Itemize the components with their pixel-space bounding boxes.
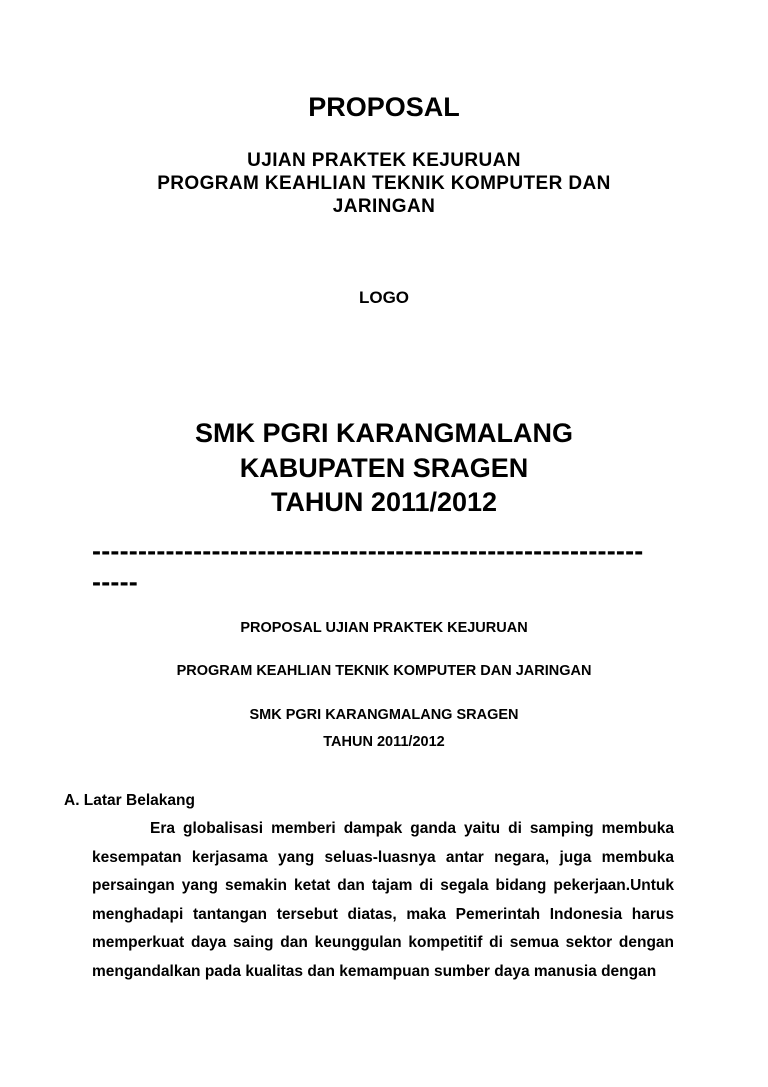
subheader-line-2: PROGRAM KEAHLIAN TEKNIK KOMPUTER DAN JARINGAN: [176, 663, 592, 679]
separator-line-1: ------------------------------------------------------------: [92, 536, 644, 566]
logo-placeholder: LOGO: [358, 288, 410, 307]
subtitle-line-2: PROGRAM KEAHLIAN TEKNIK KOMPUTER DAN: [157, 173, 611, 194]
section-paragraph: Era globalisasi memberi dampak ganda yaitu di samping membuka kesempatan kerjasama yang seluas-luasnya antar negara, juga membuka persaingan yang semakin ketat dan tajam di segala bidang pekerjaan.Untuk menghadapi tantangan tersebut diatas, maka Pemerintah Indonesia harus memperkuat daya saing dan keunggulan kompetitif di semua sektor dengan mengandalkan pada kualitas dan kemampuan sumber daya manusia dengan: [92, 820, 674, 980]
document-title: PROPOSAL: [308, 92, 460, 122]
school-name: SMK PGRI KARANGMALANG: [195, 418, 573, 448]
section-heading: A. Latar Belakang: [64, 792, 195, 809]
subtitle-line-1: UJIAN PRAKTEK KEJURUAN: [247, 150, 521, 171]
subheader-line-4: TAHUN 2011/2012: [323, 734, 445, 750]
subheader-line-1: PROPOSAL UJIAN PRAKTEK KEJURUAN: [240, 620, 528, 636]
school-year: TAHUN 2011/2012: [270, 487, 498, 517]
separator-line-2: -----: [92, 567, 138, 597]
subtitle-line-3: JARINGAN: [332, 196, 436, 217]
school-regency: KABUPATEN SRAGEN: [239, 453, 529, 483]
subheader-line-3: SMK PGRI KARANGMALANG SRAGEN: [249, 707, 519, 723]
